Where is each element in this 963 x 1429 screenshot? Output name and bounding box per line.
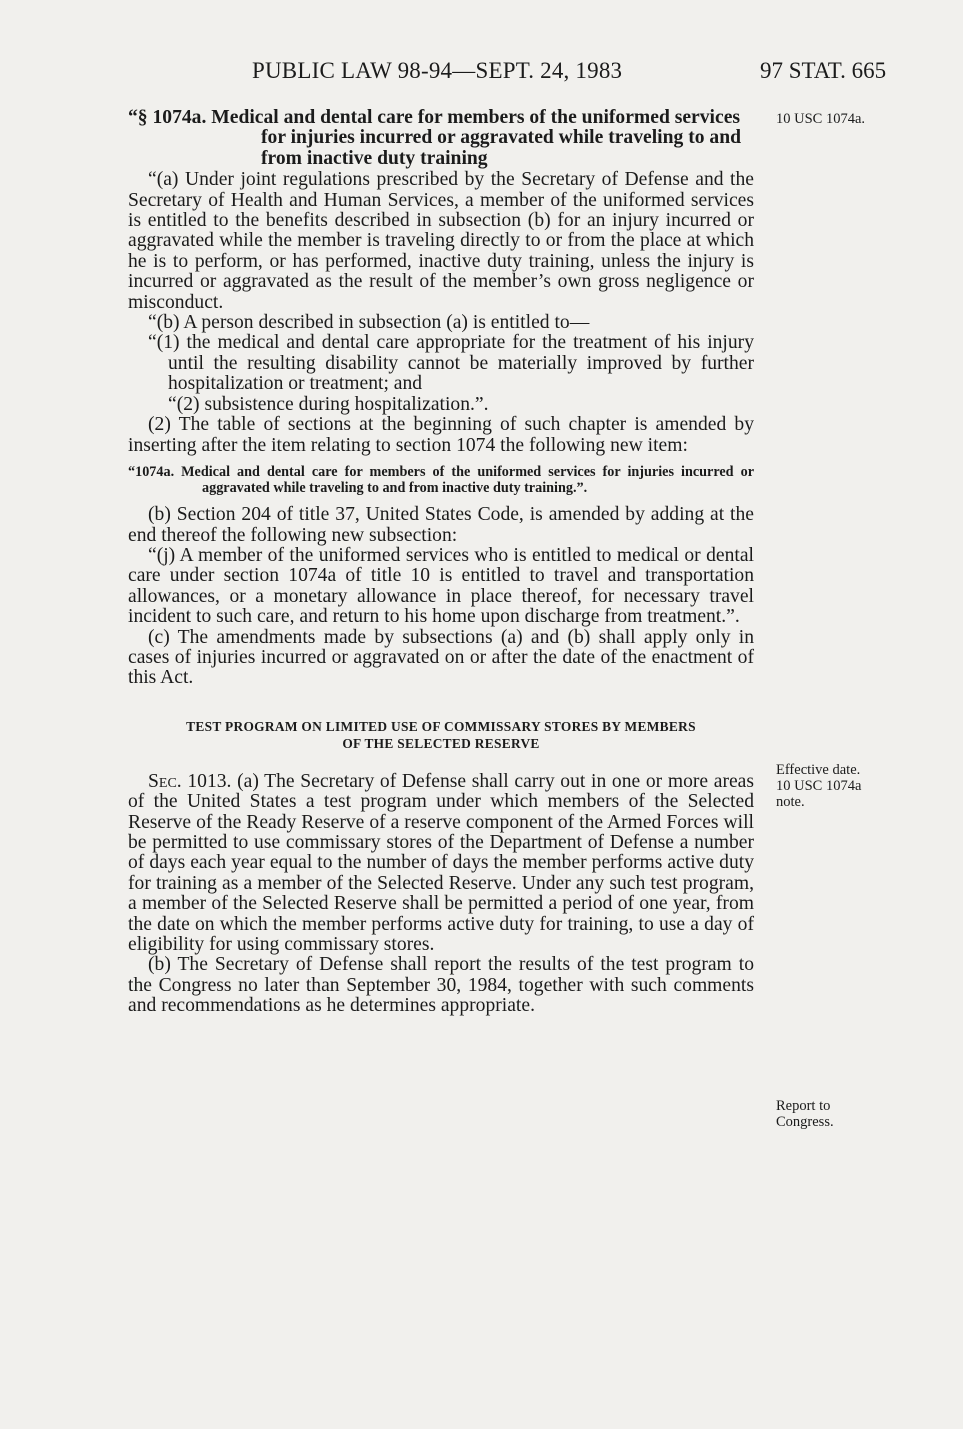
paragraph-1013a	[128, 772, 754, 956]
margin-note-report-line2: Congress.	[776, 1114, 834, 1130]
section-title-line2: OF THE SELECTED RESERVE	[342, 735, 540, 751]
table-of-sections-item: “1074a. Medical and dental care for members of the uniformed services for injuries incurred or aggravated while traveling to and from inactive duty training.”.	[128, 463, 754, 496]
margin-note-effective-date-line1: Effective date.	[776, 762, 861, 778]
paragraph-b2: “(2) subsistence during hospitalization.”.	[168, 393, 489, 415]
section-title-line1: TEST PROGRAM ON LIMITED USE OF COMMISSARY STORES BY MEMBERS	[186, 718, 696, 734]
paragraph-c: (c) The amendments made by subsections (a) and (b) shall apply only in cases of injuries incurred or aggravated on or after the date of the enactment of this Act.	[128, 626, 754, 689]
section-label: Sec.	[148, 770, 182, 792]
paragraph-2: (2) The table of sections at the beginning of such chapter is amended by inserting after the item relating to section 1074 the following new item:	[128, 414, 754, 456]
paragraph-a: “(a) Under joint regulations prescribed by the Secretary of Defense and the Secretary of Health and Human Services, a member of the uniformed services is entitled to the benefits described in subsection (b) for an injury incurred or aggravated while the member is traveling directly to or from the place at which he is to perform, or has performed, inactive duty training, unless the injury is incurred or aggravated as the result of the member’s own gross negligence or misconduct.	[128, 169, 754, 313]
margin-note-usc-text: 10 USC 1074a.	[776, 111, 866, 127]
paragraph-b: “(b) A person described in subsection (a) is entitled to—	[148, 312, 590, 334]
margin-note-effective-date-line2: 10 USC 1074a	[776, 778, 862, 794]
law-citation-header: PUBLIC LAW 98-94—SEPT. 24, 1983	[252, 58, 623, 83]
paragraph-1013b: (b) The Secretary of Defense shall report the results of the test program to the Congress no later than September 30, 1984, together with such comments and recommendations as he determines appropriate.	[128, 954, 754, 1017]
margin-note-effective-date-line3: note.	[776, 794, 805, 810]
paragraph-b1: “(1) the medical and dental care appropriate for the treatment of his injury until the resulting disability cannot be materially improved by further hospitalization or treatment; and	[148, 332, 754, 395]
paragraph-1013a-text: 1013. (a) The Secretary of Defense shall carry out in one or more areas of the United States a test program under which members of the Selected Reserve of the Ready Reserve of a reserve component of the Armed Forces will be permitted to use commissary stores of the Department of Defense a number of days each year equal to the number of days the member performs active duty for training as a member of the Selected Reserve. Under any such test program, a member of the Selected Reserve shall be permitted a period of one year, from the date on which the member performs active duty for training, to use a day of eligibility for using commissary stores.	[128, 770, 754, 955]
paragraph-j: “(j) A member of the uniformed services who is entitled to medical or dental care under section 1074a of title 10 is entitled to travel and transportation allowances, or a monetary allowance in place thereof, for necessary travel incident to such care, and return to his home upon discharge from treatment.”.	[128, 544, 754, 628]
statute-page-number: 97 STAT. 665	[760, 58, 887, 83]
section-heading-1074a: “§ 1074a. Medical and dental care for members of the uniformed services for injuries incurred or aggravated while traveling to and from inactive duty training	[128, 107, 742, 169]
paragraph-section-204: (b) Section 204 of title 37, United States Code, is amended by adding at the end thereof the following new subsection:	[128, 504, 754, 546]
page-header	[0, 58, 963, 88]
section-title-1013	[128, 718, 754, 752]
paragraph-b1-wrap	[128, 333, 754, 394]
margin-note-effective-date	[776, 762, 936, 810]
margin-note-usc	[776, 111, 936, 127]
document-body	[128, 108, 754, 1017]
margin-note-report	[776, 1098, 936, 1130]
margin-note-report-line1: Report to	[776, 1098, 831, 1114]
